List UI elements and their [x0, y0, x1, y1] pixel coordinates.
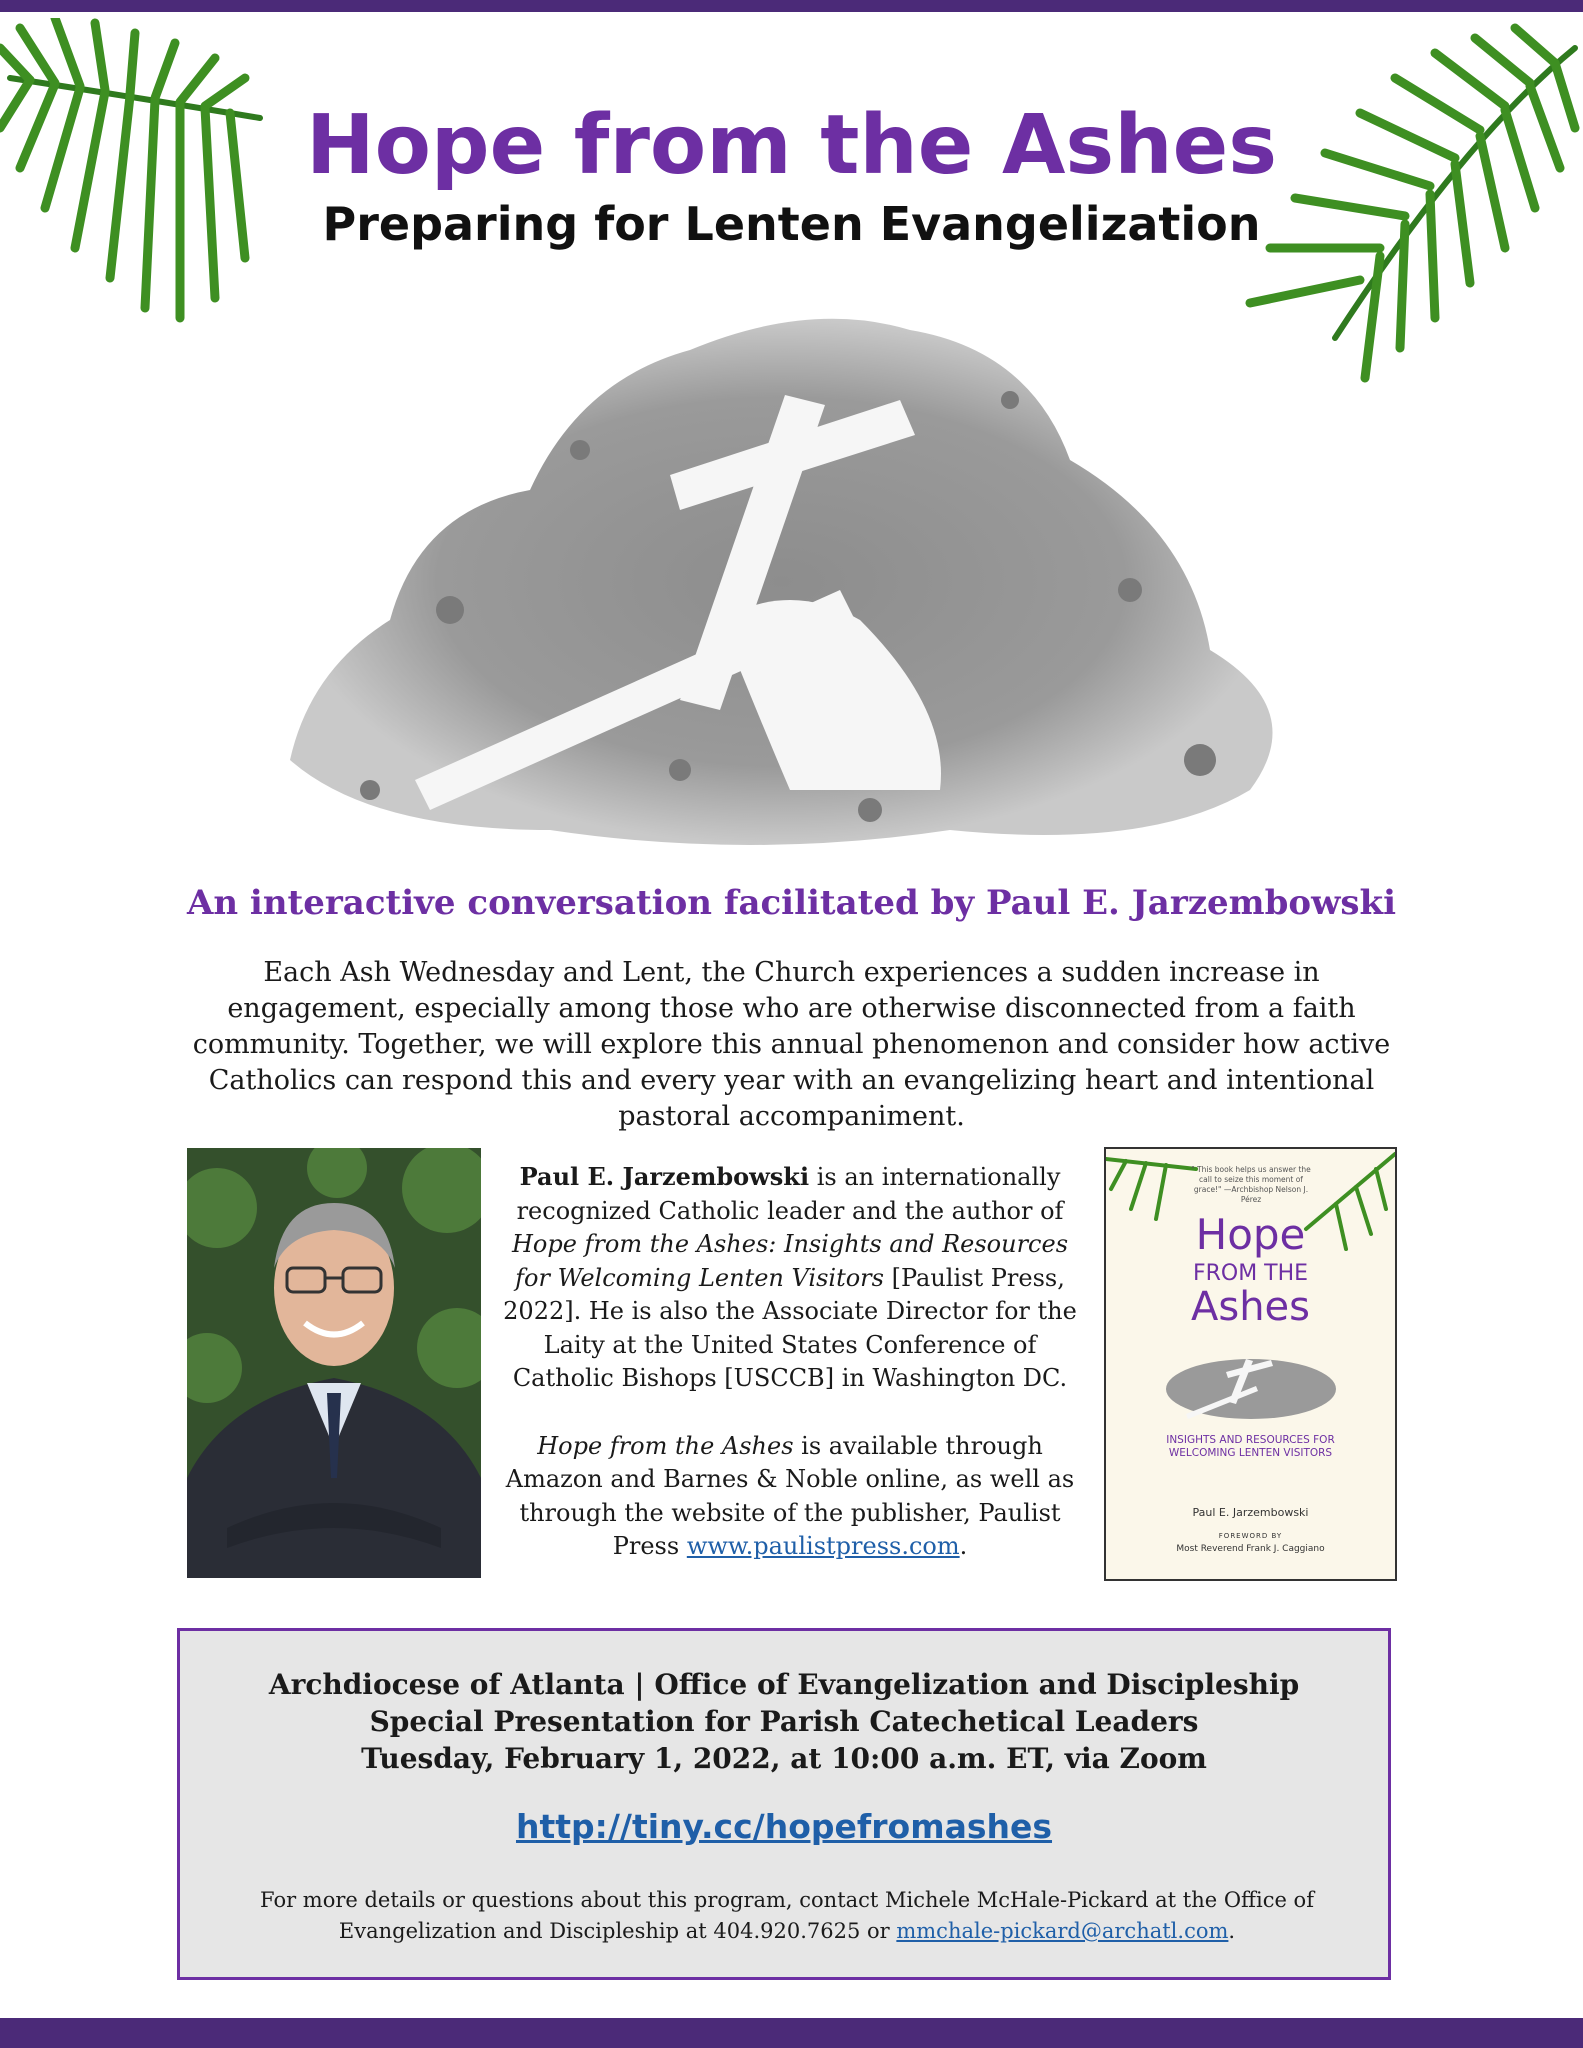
contact-email-link[interactable]: mmchale-pickard@archatl.com — [896, 1919, 1229, 1943]
book-foreword-name: Most Reverend Frank J. Caggiano — [1176, 1544, 1325, 1554]
speaker-bio — [500, 1160, 1080, 1598]
event-datetime: Tuesday, February 1, 2022, at 10:00 a.m. ET, via Zoom — [361, 1742, 1207, 1775]
event-details — [180, 1666, 1388, 1777]
speaker-photo — [187, 1148, 481, 1578]
page-title: Hope from the Ashes — [305, 98, 1278, 193]
event-name: Special Presentation for Parish Catechetical Leaders — [369, 1705, 1199, 1738]
registration-link[interactable]: http://tiny.cc/hopefromashes — [515, 1807, 1053, 1846]
event-info-box — [177, 1628, 1391, 1980]
book-subtitle: INSIGHTS AND RESOURCES FOR WELCOMING LENTEN VISITORS — [1166, 1434, 1335, 1459]
book-author: Paul E. Jarzembowski — [1192, 1506, 1309, 1519]
facilitator-heading: An interactive conversation facilitated by Paul E. Jarzembowski — [186, 883, 1396, 923]
speaker-name: Paul E. Jarzembowski — [519, 1162, 810, 1191]
book-title-ashes: Ashes — [1190, 1284, 1310, 1330]
book-quote: " This book helps us answer the call to seize this moment of grace!" —Archbishop Nelson J. Pérez — [1191, 1165, 1311, 1204]
event-organizer: Archdiocese of Atlanta | Office of Evangelization and Discipleship — [268, 1668, 1300, 1701]
ashes-cross-image — [250, 290, 1340, 870]
availability-paragraph: Hope from the Ashes is available through Amazon and Barnes & Noble online, as well as through the website of the publisher, Paulist Press www.paulistpress.com. — [505, 1431, 1075, 1560]
publisher-link[interactable]: www.paulistpress.com — [686, 1532, 960, 1560]
intro-paragraph: Each Ash Wednesday and Lent, the Church experiences a sudden increase in engagement, especially among those who are otherwise disconnected from a faith community. Together, we will explore this annual phenomenon and consider how active Catholics can respond this and every year with an evangelizing heart and intentional pastoral accompaniment. — [192, 957, 1391, 1132]
book-ashes-image — [1161, 1344, 1341, 1424]
page-subtitle: Preparing for Lenten Evangelization — [322, 197, 1261, 251]
bio-paragraph: Paul E. Jarzembowski is an internationally recognized Catholic leader and the author of Hope from the Ashes: Insights and Resources for Welcoming Lenten Visitors [Paulist Press, 2022]. He is also the Associate Director for the Laity at the United States Conference of Catholic Bishops [USCCB] in Washington DC. — [503, 1162, 1077, 1392]
book-cover — [1104, 1147, 1397, 1581]
bottom-border-bar — [0, 2018, 1583, 2048]
top-border-bar — [0, 0, 1583, 12]
book-title: Hope from the Ashes: Insights and Resources for Welcoming Lenten Visitors — [511, 1230, 1069, 1292]
contact-info: For more details or questions about this program, contact Michele McHale-Pickard at the Office of Evangelization and Discipleship at 404.920.7625 or mmchale-pickard@archatl.com. — [260, 1888, 1314, 1943]
book-title-from-the: FROM THE — [1192, 1261, 1309, 1286]
book-title-hope: Hope — [1195, 1210, 1306, 1259]
book-foreword-label: FOREWORD BY — [1218, 1532, 1283, 1540]
